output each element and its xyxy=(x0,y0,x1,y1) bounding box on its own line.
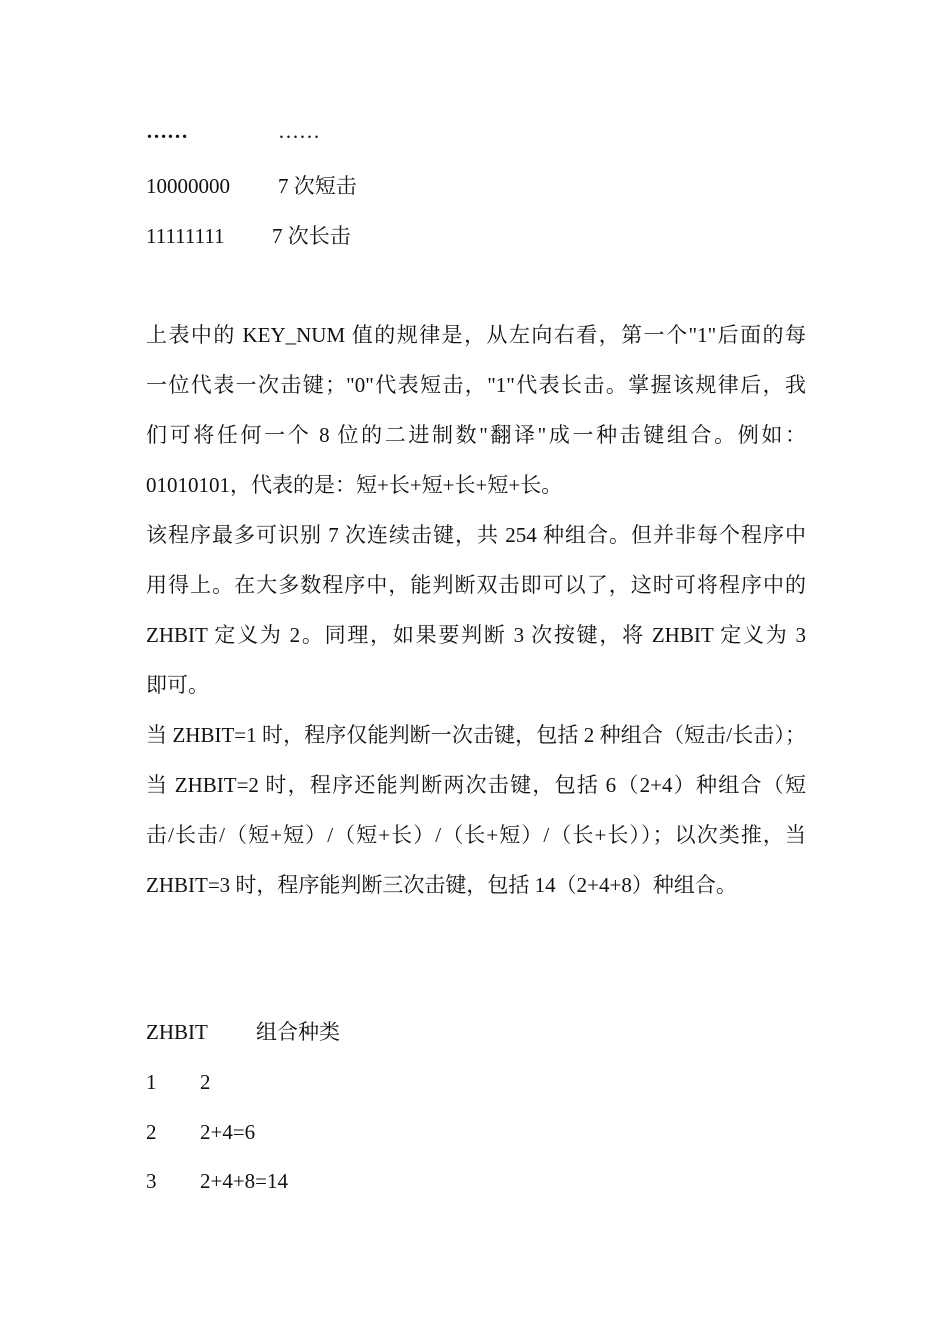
text-line: 01010101，代表的是：短+长+短+长+短+长。 xyxy=(146,473,563,497)
table-header xyxy=(146,1017,340,1047)
table-row xyxy=(146,1166,289,1196)
text-line: 即可。 xyxy=(146,673,209,697)
combo-count: 2+4=6 xyxy=(200,1120,256,1144)
text-line: ZHBIT 定义为 2。同理，如果要判断 3 次按键，将 ZHBIT 定义为 3 xyxy=(146,623,806,647)
table-row xyxy=(146,171,357,201)
text-line: 们可将任何一个 8 位的二进制数"翻译"成一种击键组合。例如： xyxy=(146,423,806,447)
header-zhbit: ZHBIT xyxy=(146,1020,208,1044)
key-code: 10000000 xyxy=(146,174,230,198)
key-desc: …… xyxy=(278,119,320,143)
text-line: 该程序最多可识别 7 次连续击键，共 254 种组合。但并非每个程序中 xyxy=(146,523,806,547)
table-row xyxy=(146,1117,256,1147)
text-line: ZHBIT=3 时，程序能判断三次击键，包括 14（2+4+8）种组合。 xyxy=(146,873,737,897)
key-code: 11111111 xyxy=(146,224,225,248)
paragraph-zhbit-cases xyxy=(146,710,806,910)
paragraph-max-combos xyxy=(146,510,806,710)
table-row xyxy=(146,1067,211,1097)
zhbit-value: 1 xyxy=(146,1070,157,1094)
key-code: …… xyxy=(146,119,188,143)
table-row xyxy=(146,116,320,146)
combo-count: 2+4+8=14 xyxy=(200,1169,289,1193)
zhbit-value: 3 xyxy=(146,1169,157,1193)
text-line: 当 ZHBIT=2 时，程序还能判断两次击键，包括 6（2+4）种组合（短 xyxy=(146,773,806,797)
text-line: 击/长击/（短+短）/（短+长）/（长+短）/（长+长））；以次类推，当 xyxy=(146,823,806,847)
table-row xyxy=(146,221,351,251)
text-line: 当 ZHBIT=1 时，程序仅能判断一次击键，包括 2 种组合（短击/长击）； xyxy=(146,723,806,747)
zhbit-value: 2 xyxy=(146,1120,157,1144)
header-combo-count: 组合种类 xyxy=(256,1020,340,1044)
text-line: 用得上。在大多数程序中，能判断双击即可以了，这时可将程序中的 xyxy=(146,573,806,597)
paragraph-key-num-rule xyxy=(146,310,806,510)
key-desc: 7 次短击 xyxy=(278,174,357,198)
text-line: 上表中的 KEY_NUM 值的规律是，从左向右看，第一个"1"后面的每 xyxy=(146,323,806,347)
key-desc: 7 次长击 xyxy=(272,224,351,248)
text-line: 一位代表一次击键；"0"代表短击，"1"代表长击。掌握该规律后，我 xyxy=(146,373,806,397)
combo-count: 2 xyxy=(200,1070,211,1094)
